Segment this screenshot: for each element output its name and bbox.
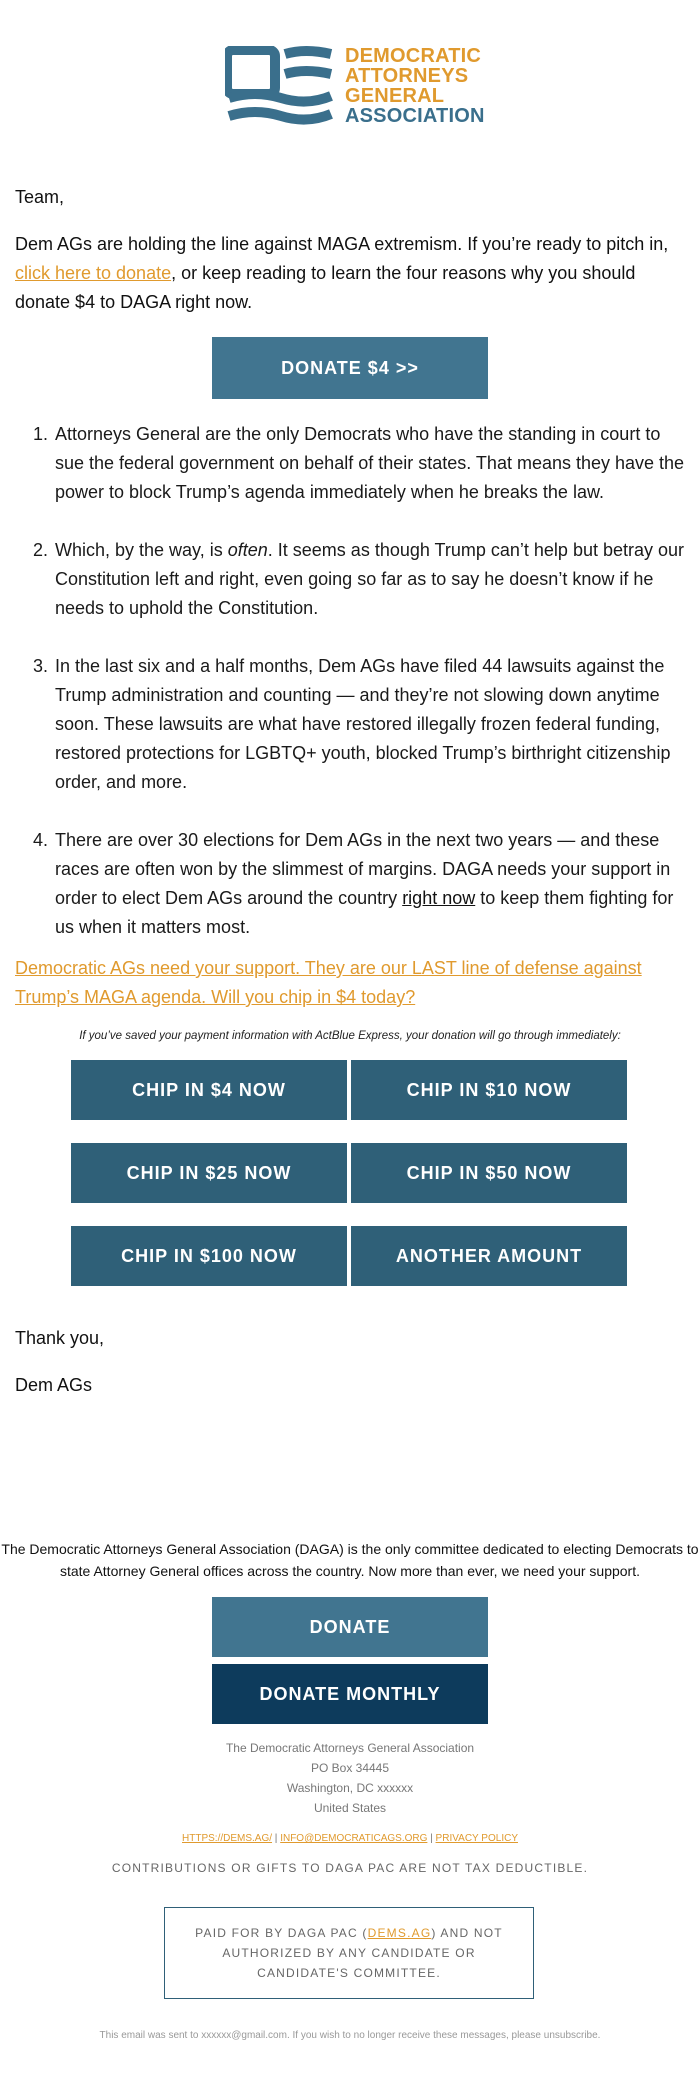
greeting: Team, [15,187,65,207]
actblue-express-note: If you’ve saved your payment information with ActBlue Express, your donation will go through immediately: [79,1030,621,1042]
signoff: Thank you, [15,1328,105,1348]
capitol-flag-logo-icon [225,46,335,130]
privacy-policy-link[interactable]: PRIVACY POLICY [435,1833,518,1844]
reason-text: Attorneys General are the only Democrats who have the standing in court to sue the federal government on behalf of their states. That means they have the power to block Trump’s agenda immediately when he breaks the law. [55,424,685,502]
footer-description: The Democratic Attorneys General Association (DAGA) is the only committee dedicated to electing Democrats to state Attorney General offices across the country. Now more than ever, we need your support. [1,1541,699,1579]
intro-paragraph [15,230,685,317]
reason-number: 4. [33,830,49,850]
logo-line-general: GENERAL [345,85,445,107]
reason-emphasis: often [227,540,268,560]
donate-link[interactable]: click here to donate [15,263,172,283]
reason-text-before: Which, by the way, is [55,540,228,560]
reason-number: 3. [33,656,49,676]
appeal-link[interactable]: Democratic AGs need your support. They are our LAST line of defense against Trump’s MAGA agenda. Will you chip in $4 today? [15,958,642,1007]
reason-text: In the last six and a half months, Dem AGs have filed 44 lawsuits against the Trump administration and counting — and they’re not slowing down anytime soon. These lawsuits are what have restored illegally frozen federal funding, restored protections for LGBTQ+ youth, blocked Trump’s birthright citizenship order, and more. [55,656,671,792]
address-line: Washington, DC xxxxxx [286,1781,414,1795]
donate-monthly-button[interactable]: DONATE MONTHLY [212,1664,488,1724]
logo-line-democratic: DEMOCRATIC [345,45,482,67]
logo-line-attorneys: ATTORNEYS [345,65,469,87]
chip-4-button[interactable]: CHIP IN $4 NOW [71,1060,347,1120]
address-line: PO Box 34445 [310,1761,390,1775]
reasons-list [15,420,685,971]
another-amount-button[interactable]: ANOTHER AMOUNT [351,1226,627,1286]
daga-logo[interactable] [225,46,485,130]
intro-text-before: Dem AGs are holding the line against MAGA extremism. If you’re ready to pitch in, [15,234,669,254]
logo-line-association: ASSOCIATION [345,105,485,127]
address-line: United States [313,1801,387,1815]
reason-text-after: to keep them fighting for us when it matters most. [55,888,674,937]
link-separator: | [272,1833,281,1844]
reason-item [15,420,685,507]
reason-number: 1. [33,424,49,444]
sent-to-notice: This email was sent to xxxxxx@gmail.com. If you wish to no longer receive these messages, please unsubscribe. [99,2030,601,2041]
reason-text-before: There are over 30 elections for Dem AGs in the next two years — and these races are often won by the slimmest of margins. DAGA needs your support in order to elect Dem AGs around the country [55,830,671,908]
right-now-link[interactable]: right now [402,888,476,908]
chip-10-button[interactable]: CHIP IN $10 NOW [351,1060,627,1120]
signature: Dem AGs [15,1375,93,1395]
chip-100-button[interactable]: CHIP IN $100 NOW [71,1226,347,1286]
address-line: The Democratic Attorneys General Association [225,1741,475,1755]
reason-item [15,536,685,623]
paid-text-after: ) AND NOT AUTHORIZED BY ANY CANDIDATE OR CANDIDATE'S COMMITTEE. [222,1926,503,1980]
footer-links [0,1833,700,1844]
chip-25-button[interactable]: CHIP IN $25 NOW [71,1143,347,1203]
reason-item [15,652,685,797]
mailing-address [0,1738,700,1818]
logo-wordmark [345,46,485,126]
reason-item [15,826,685,942]
site-link[interactable]: HTTPS://DEMS.AG/ [182,1833,273,1844]
chip-50-button[interactable]: CHIP IN $50 NOW [351,1143,627,1203]
reason-number: 2. [33,540,49,560]
donate-4-button[interactable]: DONATE $4 >> [212,337,488,399]
link-separator: | [427,1833,436,1844]
not-tax-deductible-notice: CONTRIBUTIONS OR GIFTS TO DAGA PAC ARE NOT TAX DEDUCTIBLE. [111,1861,589,1875]
intro-text-after: , or keep reading to learn the four reasons why you should donate $4 to DAGA right now. [15,263,636,312]
paid-for-disclaimer [164,1907,534,1999]
paid-text-before: PAID FOR BY DAGA PAC ( [195,1926,368,1940]
email-link[interactable]: INFO@DEMOCRATICAGS.ORG [280,1833,428,1844]
reason-text-after: . It seems as though Trump can’t help but betray our Constitution left and right, even going so far as to say he doesn’t know if he needs to uphold the Constitution. [55,540,685,618]
footer-donate-button[interactable]: DONATE [212,1597,488,1657]
dems-ag-link[interactable]: DEMS.AG [367,1926,432,1940]
